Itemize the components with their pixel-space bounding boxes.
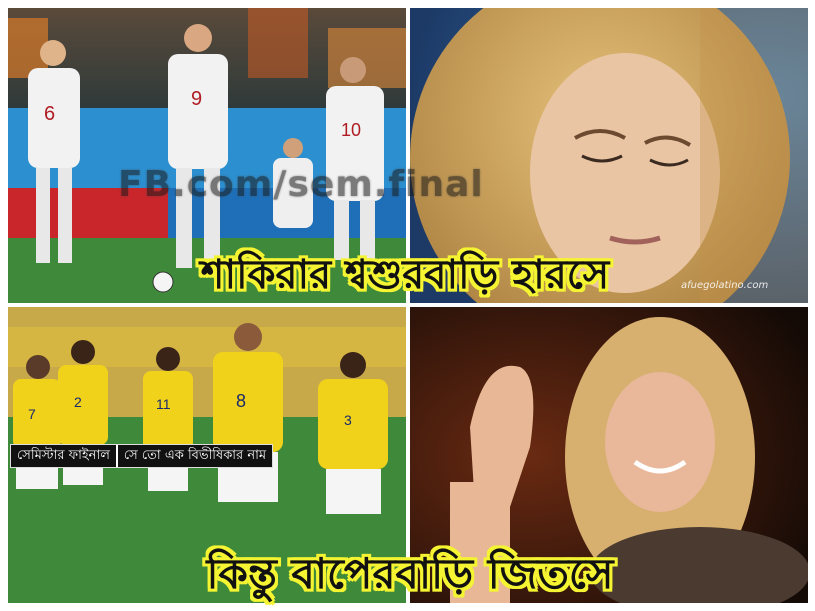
svg-text:9: 9 xyxy=(191,88,203,110)
face xyxy=(605,372,715,512)
svg-text:8: 8 xyxy=(236,391,247,411)
caption-bottom: কিন্তু বাপেরবাড়ি জিতসে xyxy=(206,549,614,598)
photo-credit: afuegolatino.com xyxy=(681,280,769,291)
banner-left: সেমিস্টার ফাইনাল xyxy=(11,445,118,467)
svg-text:10: 10 xyxy=(341,120,362,140)
watermark-text: FB.com/sem.final xyxy=(118,164,484,205)
svg-text:7: 7 xyxy=(28,406,36,422)
banner-right: সে তো এক বিভীষিকার নাম xyxy=(118,445,272,467)
caption-top: শাকিরার শ্বশুরবাড়ি হারসে xyxy=(200,252,610,298)
caption-banner xyxy=(10,444,273,468)
svg-text:6: 6 xyxy=(44,103,56,125)
svg-text:3: 3 xyxy=(344,412,352,428)
svg-text:11: 11 xyxy=(156,396,171,412)
svg-text:2: 2 xyxy=(74,394,82,410)
